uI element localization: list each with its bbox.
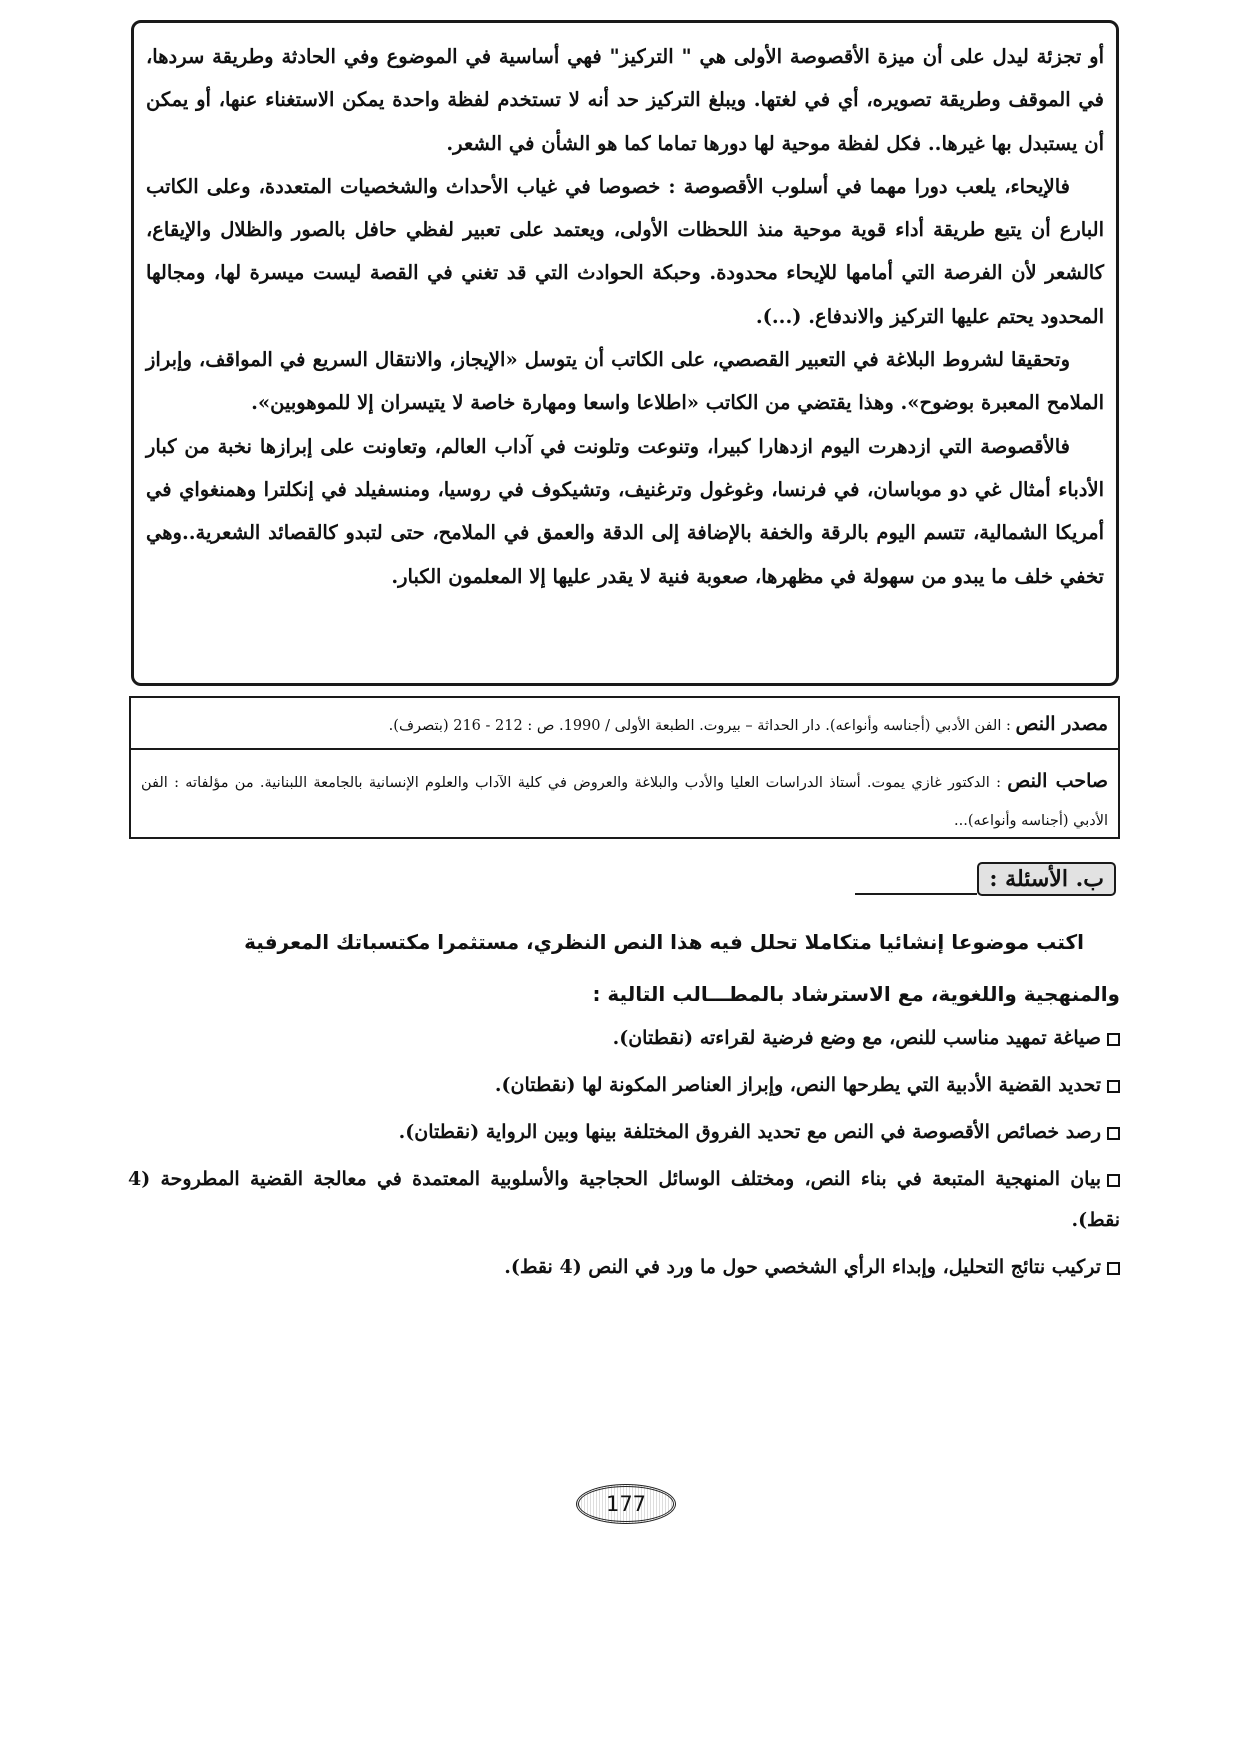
questions-underline bbox=[855, 893, 977, 895]
questions-header bbox=[855, 862, 1116, 896]
square-bullet-icon bbox=[1107, 1080, 1120, 1093]
page-number: 177 bbox=[576, 1484, 676, 1524]
questions-intro-line-2: والمنهجية واللغوية، مع الاسترشاد بالمطـــالب التالية : bbox=[592, 982, 1120, 1006]
list-item: رصد خصائص الأقصوصة في النص مع تحديد الفروق المختلفة بينها وبين الرواية (نقطتان). bbox=[128, 1112, 1120, 1153]
source-text: : الفن الأدبي (أجناسه وأنواعه). دار الحداثة – بيروت. الطبعة الأولى / 1990. ص : 212 - 216 (بتصرف). bbox=[388, 718, 1016, 734]
author-label: صاحب النص bbox=[1007, 770, 1108, 792]
excerpt-paragraph-2: فالإيحاء، يلعب دورا مهما في أسلوب الأقصوصة : خصوصا في غياب الأحداث والشخصيات المتعددة، وعلى الكاتب البارع أن يتبع طريقة أداء قوية موحية منذ اللحظات الأولى، ويعتمد على تعبير لفظي حافل بالصور والظلال والإيقاع، كالشعر لأن الفرصة التي أمامها للإيحاء محدودة. وحبكة الحوادث التي قد تغني في القصة ليست ميسرة لها، ومجالها المحدود يحتم عليها التركيز والاندفاع. (...). bbox=[146, 174, 1104, 328]
questions-list bbox=[128, 1018, 1120, 1294]
square-bullet-icon bbox=[1107, 1174, 1120, 1187]
square-bullet-icon bbox=[1107, 1033, 1120, 1046]
list-item: صياغة تمهيد مناسب للنص، مع وضع فرضية لقراءته (نقطتان). bbox=[128, 1018, 1120, 1059]
questions-intro-line-1: اكتب موضوعا إنشائيا متكاملا تحلل فيه هذا النص النظري، مستثمرا مكتسباتك المعرفية bbox=[244, 930, 1084, 954]
list-item: بيان المنهجية المتبعة في بناء النص، ومختلف الوسائل الحجاجية والأسلوبية المعتمدة في معالجة القضية المطروحة (4 نقط). bbox=[128, 1168, 1120, 1231]
source-box bbox=[129, 696, 1120, 839]
source-row bbox=[131, 698, 1118, 750]
list-item: تحديد القضية الأدبية التي يطرحها النص، وإبراز العناصر المكونة لها (نقطتان). bbox=[128, 1065, 1120, 1106]
square-bullet-icon bbox=[1107, 1127, 1120, 1140]
list-item: تركيب نتائج التحليل، وإبداء الرأي الشخصي حول ما ورد في النص (4 نقط). bbox=[128, 1247, 1120, 1288]
excerpt-frame bbox=[131, 20, 1119, 686]
excerpt-paragraph-4: فالأقصوصة التي ازدهرت اليوم ازدهارا كبيرا، وتنوعت وتلونت في آداب العالم، وتعاونت على إبرازها نخبة من كبار الأدباء أمثال غي دو موباسان، في فرنسا، وغوغول وترغنيف، وتشيكوف في روسيا، ومنسفيلد في إنكلترا وهمنغواي في أمريكا الشمالية، تتسم اليوم بالرقة والخفة بالإضافة إلى الدقة والعمق في الملامح، حتى لتبدو كالقصائد الشعرية..وهي تخفي خلف ما يبدو من سهولة في مظهرها، صعوبة فنية لا يقدر عليها إلا المعلمون الكبار. bbox=[146, 434, 1104, 588]
square-bullet-icon bbox=[1107, 1262, 1120, 1275]
author-row bbox=[131, 750, 1118, 840]
source-label: مصدر النص bbox=[1015, 713, 1108, 735]
author-text: : الدكتور غازي يموت. أستاذ الدراسات العليا والأدب والبلاغة والعروض في كلية الآداب والعلوم الإنسانية بالجامعة اللبنانية. من مؤلفاته : الفن الأدبي (أجناسه وأنواعه)... bbox=[141, 775, 1108, 829]
excerpt-paragraph-1: أو تجزئة ليدل على أن ميزة الأقصوصة الأولى هي " التركيز" فهي أساسية في الموضوع وفي الحادثة وطريقة سردها، في الموقف وطريقة تصويره، أي في لغتها. ويبلغ التركيز حد أنه لا تستخدم لفظة واحدة يمكن الاستغناء عنها، أو يمكن أن يستبدل بها غيرها.. فكل لفظة موحية لها دورها تماما كما هو الشأن في الشعر. bbox=[146, 45, 1104, 155]
excerpt-paragraph-3: وتحقيقا لشروط البلاغة في التعبير القصصي، على الكاتب أن يتوسل «الإيجاز، والانتقال السريع في المواقف، وإبراز الملامح المعبرة بوضوح». وهذا يقتضي من الكاتب «اطلاعا واسعا ومهارة خاصة لا يتيسران إلا للموهوبين». bbox=[146, 348, 1104, 415]
questions-title: ب. الأسئلة : bbox=[977, 862, 1116, 896]
